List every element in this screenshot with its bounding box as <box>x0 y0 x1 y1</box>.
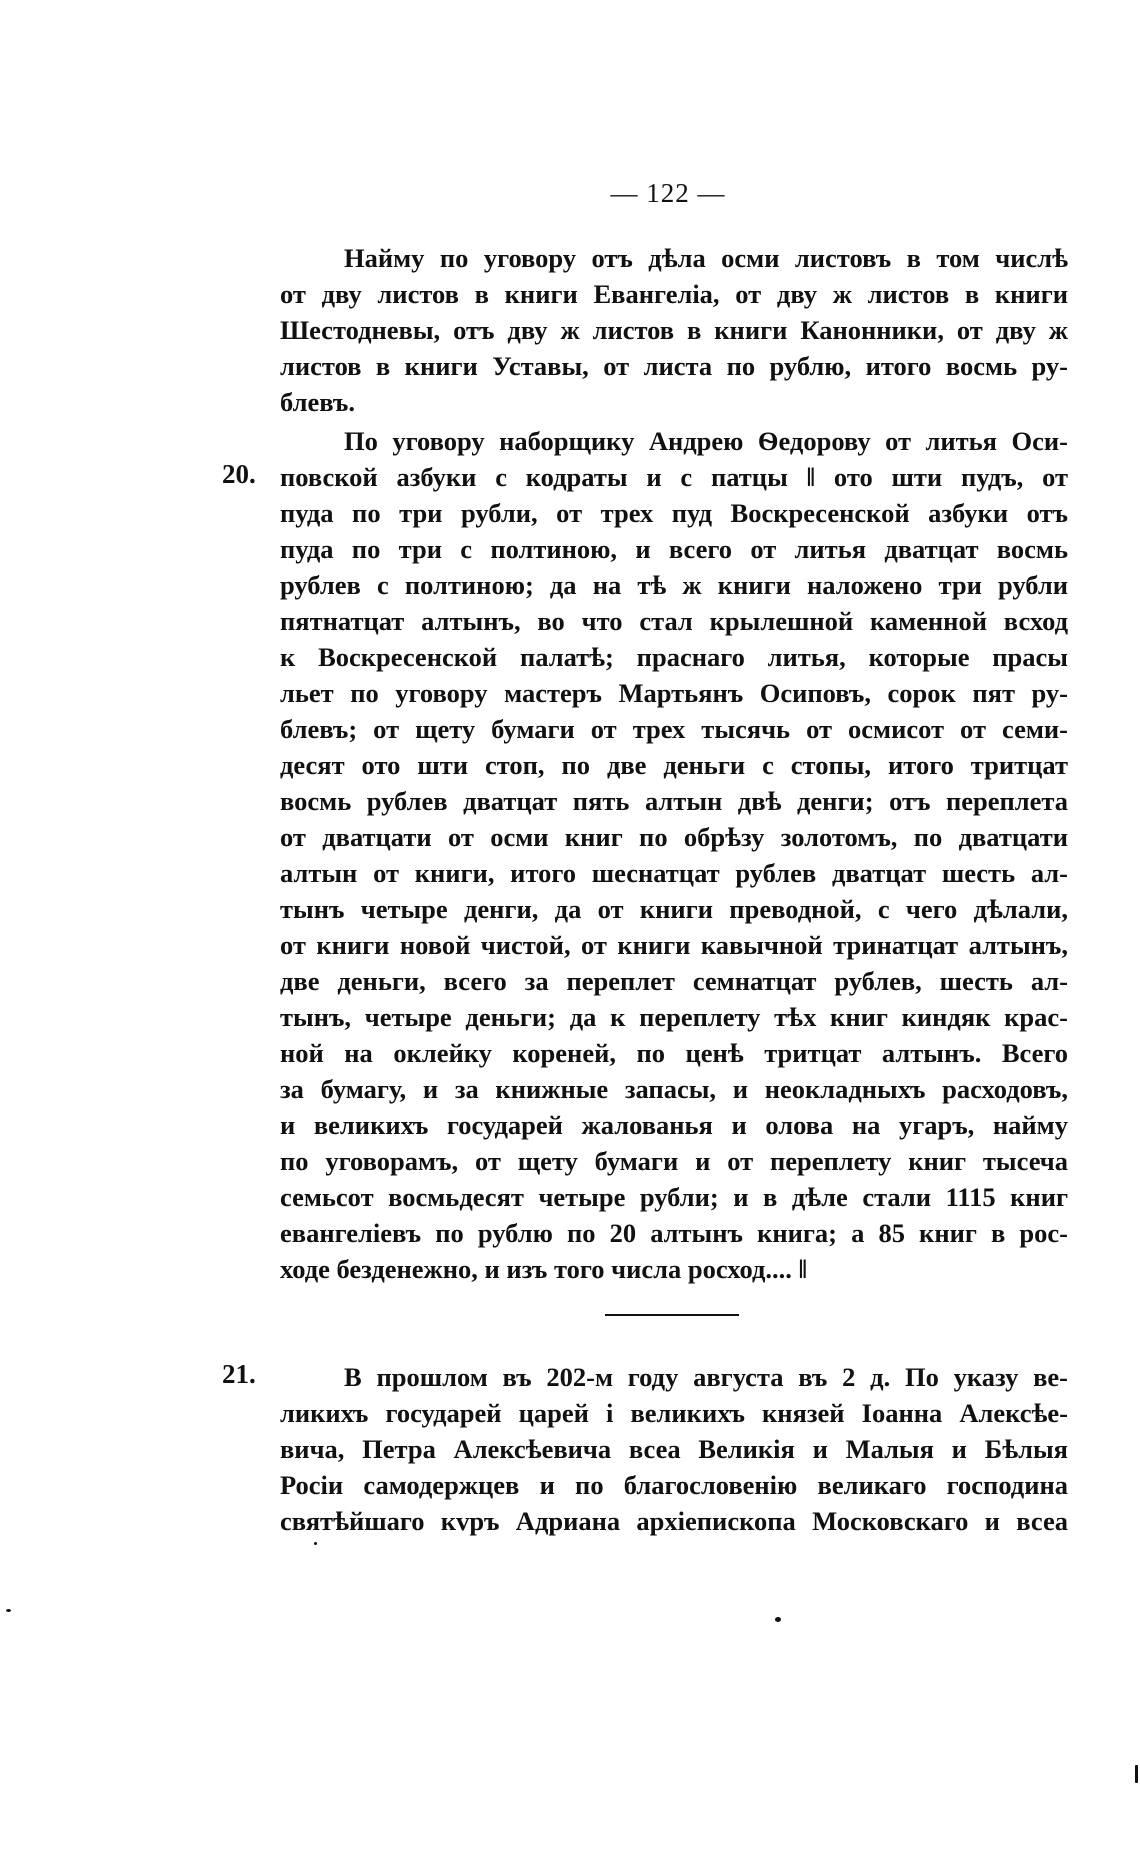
text-line: по уговорамъ, от щету бумаги и от переплету книг тысеча <box>280 1146 1068 1176</box>
scan-speck <box>1135 1765 1138 1783</box>
text-line: от дву листов в книги Евангеліа, от дву ж листов в книги <box>280 279 1068 309</box>
text-line: тынъ, четыре деньги; да к переплету тѣх книг киндяк крас- <box>280 1002 1068 1032</box>
text-line: от дватцати от осми книг по обрѣзу золотомъ, по дватцати <box>280 822 1068 852</box>
scan-speck <box>6 1609 11 1612</box>
text-line: восмь рублев дватцат пять алтын двѣ денги; отъ переплета <box>280 786 1068 816</box>
text-line: Шестодневы, отъ дву ж листов в книги Канонники, от дву ж <box>280 315 1068 345</box>
text-line: к Воскресенской палатѣ; праснаго литья, которые прасы <box>280 642 1068 672</box>
text-line: две деньги, всего за переплет семнатцат рублев, шесть ал- <box>280 966 1068 996</box>
text-line: алтын от книги, итого шеснатцат рублев дватцат шесть ал- <box>280 858 1068 888</box>
text-line: По уговору наборщику Андрею Ѳедорову от литья Оси- <box>344 426 1068 456</box>
text-line: вича, Петра Алексѣевича всеа Великія и Малыя и Бѣлыя <box>280 1434 1068 1464</box>
text-line: и великихъ государей жалованья и олова на угаръ, найму <box>280 1110 1068 1140</box>
text-line: повской азбуки с кодраты и с патцы ‖ ото шти пудъ, от <box>280 462 1068 492</box>
text-line: святѣйшаго кvръ Адриана архіепископа Московскаго и всеа <box>280 1506 1068 1536</box>
paragraph-hiring-costs <box>280 240 1068 420</box>
paragraph-typesetter-agreement <box>280 423 1068 1287</box>
text-line: В прошлом въ 202-м году августа въ 2 д. По указу ве- <box>344 1362 1068 1392</box>
text-line: Найму по уговору отъ дѣла осми листовъ в том числѣ <box>344 243 1068 273</box>
text-line: тынъ четыре денги, да от книги преводной, с чего дѣлали, <box>280 894 1068 924</box>
marginal-number-21: 21. <box>222 1359 256 1389</box>
text-line: Росіи самодержцев и по благословенію великаго господина <box>280 1470 1068 1500</box>
page-number: — 122 — <box>610 178 726 208</box>
text-line: пуда по три с полтиною, и всего от литья дватцат восмь <box>280 534 1068 564</box>
text-line: блевъ; от щету бумаги от трех тысячь от осмисот от семи- <box>280 714 1068 744</box>
text-line: пятнатцат алтынъ, во что стал крылешной каменной всход <box>280 606 1068 636</box>
marginal-number-20: 20. <box>222 459 256 489</box>
text-line: десят ото шти стоп, по две деньги с стопы, итого тритцат <box>280 750 1068 780</box>
text-line: за бумагу, и за книжные запасы, и неокладныхъ расходовъ, <box>280 1074 1068 1104</box>
text-line: рублев с полтиною; да на тѣ ж книги наложено три рубли <box>280 570 1068 600</box>
text-line: ной на оклейку кореней, по ценѣ тритцат алтынъ. Всего <box>280 1038 1068 1068</box>
text-line: льет по уговору мастеръ Мартьянъ Осиповъ, сорок пят ру- <box>280 678 1068 708</box>
text-line: ходе безденежно, и изъ того числа росход.... ‖ <box>280 1254 808 1284</box>
text-line: блевъ. <box>280 387 355 417</box>
scan-speck <box>775 1617 781 1622</box>
text-line: пуда по три рубли, от трех пуд Воскресенской азбуки отъ <box>280 498 1068 528</box>
text-line: от книги новой чистой, от книги кавычной тринатцат алтынъ, <box>280 930 1068 960</box>
section-divider <box>605 1314 739 1316</box>
text-line: семьсот восмьдесят четыре рубли; и в дѣле стали 1115 книг <box>280 1182 1068 1212</box>
text-line: ликихъ государей царей і великихъ князей Іоанна Алексѣе- <box>280 1398 1068 1428</box>
text-line: листов в книги Уставы, от листа по рублю, итого восмь ру- <box>280 351 1068 381</box>
paragraph-decree <box>280 1359 1068 1539</box>
text-line: евангеліевъ по рублю по 20 алтынъ книга; а 85 книг в рос- <box>280 1218 1068 1248</box>
scan-speck <box>314 1542 317 1545</box>
